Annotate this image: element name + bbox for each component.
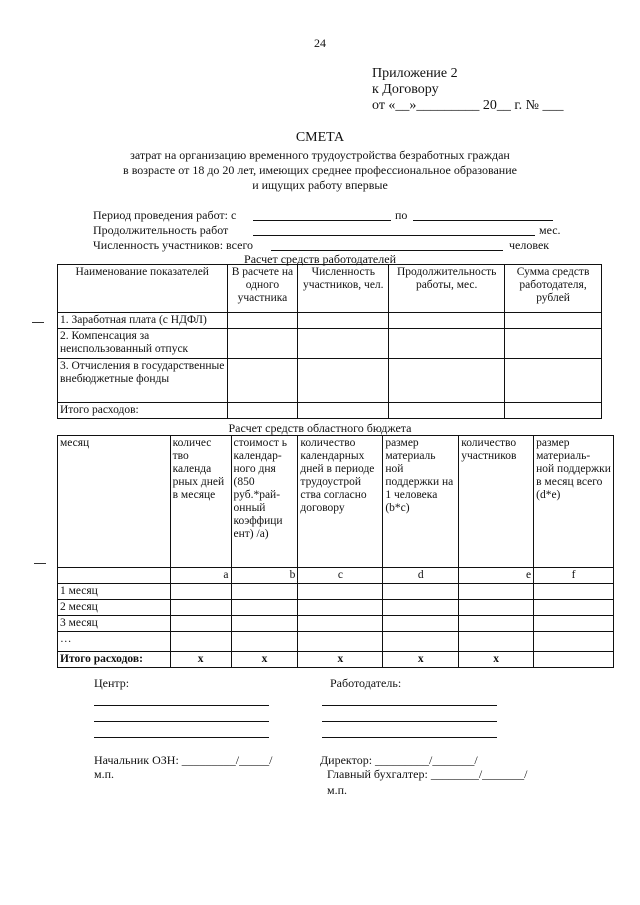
budget-header-row xyxy=(58,436,614,568)
employer-header-row xyxy=(58,265,602,313)
table-cell[interactable] xyxy=(231,600,298,616)
table-cell[interactable] xyxy=(227,403,298,419)
duration-row xyxy=(93,223,563,238)
center-sign-line[interactable] xyxy=(94,737,269,738)
page-number: 24 xyxy=(314,36,326,50)
table-cell[interactable] xyxy=(298,616,383,632)
row-label-salary: 1. Заработная плата (с НДФЛ) xyxy=(58,313,228,329)
table-cell[interactable] xyxy=(534,616,614,632)
header-per-participant: В расчете на одного участника xyxy=(227,265,298,313)
table-cell[interactable] xyxy=(459,600,534,616)
letter-cell: c xyxy=(298,568,383,584)
period-to-label: по xyxy=(395,208,408,222)
fields-block xyxy=(93,208,563,253)
table-cell[interactable] xyxy=(170,632,231,652)
margin-mark xyxy=(34,563,46,564)
employer-sign-line[interactable] xyxy=(322,737,497,738)
total-mark: x xyxy=(459,652,534,668)
header-indicator-name: Наименование показателей xyxy=(58,265,228,313)
accountant-signature: Главный бухгалтер: ________/_______/ xyxy=(327,767,528,781)
center-sign-line[interactable] xyxy=(94,721,269,722)
employer-sign-line[interactable] xyxy=(322,705,497,706)
table-row xyxy=(58,403,602,419)
document-title: СМЕТА xyxy=(295,130,345,145)
month-label: 1 месяц xyxy=(58,584,171,600)
table-cell[interactable] xyxy=(170,616,231,632)
count-line[interactable] xyxy=(271,250,503,251)
table-cell[interactable] xyxy=(231,616,298,632)
employer-sign-line[interactable] xyxy=(322,721,497,722)
duration-label: Продолжительность работ xyxy=(93,223,229,237)
subtitle-line-1: затрат на организацию временного трудоустройства безработных граждан xyxy=(130,148,510,162)
employer-section-title: Расчет средств работодателей xyxy=(244,252,396,266)
letters-row xyxy=(58,568,614,584)
table-cell[interactable] xyxy=(231,584,298,600)
table-cell[interactable] xyxy=(505,329,602,359)
table-cell[interactable] xyxy=(389,403,505,419)
header-support-per-person: размер материаль ной поддержки на 1 человека (b*c) xyxy=(383,436,459,568)
header-employer-sum: Сумма средств работодателя, рублей xyxy=(505,265,602,313)
table-row xyxy=(58,584,614,600)
table-cell[interactable] xyxy=(227,359,298,403)
appendix-line-2: к Договору xyxy=(372,82,439,97)
table-cell[interactable] xyxy=(534,600,614,616)
count-row xyxy=(93,238,563,253)
table-cell[interactable] xyxy=(298,632,383,652)
table-cell[interactable] xyxy=(534,584,614,600)
duration-line[interactable] xyxy=(253,235,535,236)
table-row xyxy=(58,313,602,329)
row-label-compensation: 2. Компенсация за неиспользованный отпуск xyxy=(58,329,228,359)
total-label: Итого расходов: xyxy=(58,652,171,668)
table-row xyxy=(58,359,602,403)
appendix-line-3: от «__»_________ 20__ г. № ___ xyxy=(372,98,564,113)
duration-unit: мес. xyxy=(539,223,561,237)
employer-label: Работодатель: xyxy=(330,676,402,690)
table-cell[interactable] xyxy=(227,313,298,329)
table-row xyxy=(58,616,614,632)
total-mark: x xyxy=(383,652,459,668)
letter-cell: a xyxy=(170,568,231,584)
table-cell[interactable] xyxy=(298,329,389,359)
count-unit: человек xyxy=(509,238,550,252)
letter-cell: f xyxy=(534,568,614,584)
table-cell[interactable] xyxy=(383,632,459,652)
table-cell[interactable] xyxy=(505,403,602,419)
total-mark: x xyxy=(170,652,231,668)
table-cell[interactable] xyxy=(170,600,231,616)
appendix-line-1: Приложение 2 xyxy=(372,66,458,81)
center-sign-line[interactable] xyxy=(94,705,269,706)
letter-cell xyxy=(58,568,171,584)
head-signature: Начальник ОЗН: _________/_____/ xyxy=(94,753,273,767)
employer-table xyxy=(57,264,602,419)
table-cell[interactable] xyxy=(227,329,298,359)
month-label: 2 месяц xyxy=(58,600,171,616)
table-cell[interactable] xyxy=(389,329,505,359)
table-row xyxy=(58,329,602,359)
letter-cell: e xyxy=(459,568,534,584)
header-days-in-period: количество календарных дней в периоде трудоустрой ства согласно договору xyxy=(298,436,383,568)
table-cell[interactable] xyxy=(298,600,383,616)
header-participants: количество участников xyxy=(459,436,534,568)
row-label-contributions: 3. Отчисления в государственные внебюджетные фонды xyxy=(58,359,228,403)
document-subtitle xyxy=(0,148,640,193)
header-month: месяц xyxy=(58,436,171,568)
budget-section-title: Расчет средств областного бюджета xyxy=(228,421,412,435)
period-label: Период проведения работ: с xyxy=(93,208,237,222)
table-row xyxy=(58,600,614,616)
table-cell[interactable] xyxy=(534,632,614,652)
month-label: … xyxy=(58,632,171,652)
budget-table xyxy=(57,435,614,668)
table-cell[interactable] xyxy=(389,313,505,329)
header-day-cost: стоимост ь календар- ного дня (850 руб.*рай- онный коэффици ент) /а) xyxy=(231,436,298,568)
letter-cell: b xyxy=(231,568,298,584)
table-cell[interactable] xyxy=(231,632,298,652)
appendix-header xyxy=(372,66,563,114)
margin-mark xyxy=(32,322,44,323)
header-work-duration: Продолжительность работы, мес. xyxy=(389,265,505,313)
header-participants-count: Численность участников, чел. xyxy=(298,265,389,313)
table-cell[interactable] xyxy=(459,632,534,652)
table-cell[interactable] xyxy=(505,313,602,329)
period-row xyxy=(93,208,563,223)
letter-cell: d xyxy=(383,568,459,584)
table-cell[interactable] xyxy=(505,359,602,403)
period-from-line[interactable] xyxy=(253,220,391,221)
table-cell[interactable] xyxy=(298,584,383,600)
table-cell[interactable] xyxy=(383,600,459,616)
table-cell[interactable] xyxy=(170,584,231,600)
period-to-line[interactable] xyxy=(413,220,553,221)
table-cell[interactable] xyxy=(459,616,534,632)
director-signature: Директор: _________/_______/ xyxy=(320,753,478,767)
count-label: Численность участников: всего xyxy=(93,238,254,252)
table-cell[interactable] xyxy=(534,652,614,668)
row-label-total: Итого расходов: xyxy=(58,403,228,419)
total-mark: x xyxy=(231,652,298,668)
total-row xyxy=(58,652,614,668)
subtitle-line-2: в возрасте от 18 до 20 лет, имеющих среднее профессиональное образование xyxy=(123,163,517,177)
table-cell[interactable] xyxy=(459,584,534,600)
table-cell[interactable] xyxy=(298,359,389,403)
table-cell[interactable] xyxy=(298,403,389,419)
table-row xyxy=(58,632,614,652)
month-label: 3 месяц xyxy=(58,616,171,632)
header-days-in-month: количес тво календа рных дней в месяце xyxy=(170,436,231,568)
table-cell[interactable] xyxy=(383,584,459,600)
subtitle-line-3: и ищущих работу впервые xyxy=(252,178,388,192)
table-cell[interactable] xyxy=(383,616,459,632)
center-label: Центр: xyxy=(94,676,130,690)
table-cell[interactable] xyxy=(389,359,505,403)
total-mark: x xyxy=(298,652,383,668)
center-stamp: м.п. xyxy=(94,767,115,781)
employer-stamp: м.п. xyxy=(327,783,348,797)
header-support-total: размер материаль- ной поддержки в месяц всего (d*e) xyxy=(534,436,614,568)
table-cell[interactable] xyxy=(298,313,389,329)
